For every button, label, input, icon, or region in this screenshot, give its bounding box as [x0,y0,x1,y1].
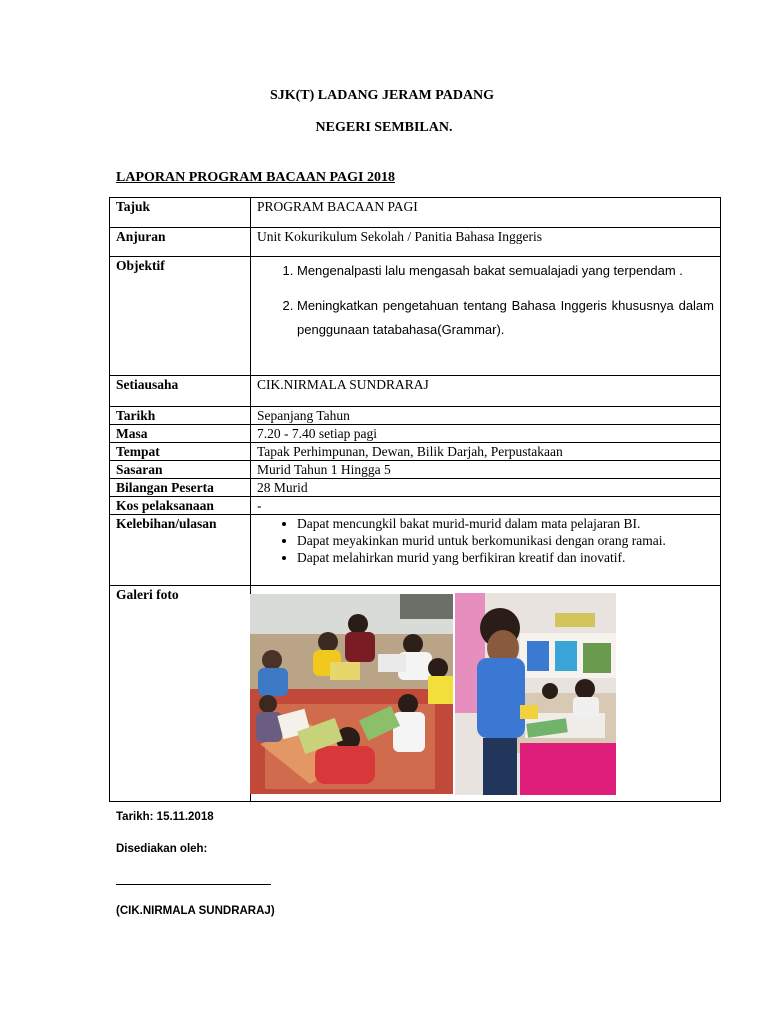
photo-girl-reading-classroom [455,593,616,795]
label-kelebihan: Kelebihan/ulasan [110,515,251,586]
row-objektif [110,257,721,376]
value-masa: 7.20 - 7.40 setiap pagi [251,425,721,443]
row-setiausaha [110,376,721,407]
photo-students-reading-floor [250,594,453,794]
label-objektif: Objektif [110,257,251,376]
state-name: NEGERI SEMBILAN. [315,120,453,135]
benefit-list [257,515,714,566]
footer-date: Tarikh: 15.11.2018 [116,811,214,823]
benefit-item: • Dapat melahirkan murid yang berfikiran kreatif dan inovatif. [297,549,714,566]
row-kos [110,497,721,515]
label-tempat: Tempat [110,443,251,461]
row-masa [110,425,721,443]
objective-item: 2. Meningkatkan pengetahuan tentang Bahasa Inggeris khususnya dalam penggunaan tatabahasa(Grammar). [297,294,714,342]
signature-line [116,884,271,885]
row-bilangan [110,479,721,497]
row-kelebihan [110,515,721,586]
label-bilangan: Bilangan Peserta [110,479,251,497]
label-setiausaha: Setiausaha [110,376,251,407]
label-tarikh: Tarikh [110,407,251,425]
value-setiausaha: CIK.NIRMALA SUNDRARAJ [251,376,721,407]
benefit-item: • Dapat mencungkil bakat murid-murid dalam mata pelajaran BI. [297,515,714,532]
label-masa: Masa [110,425,251,443]
label-sasaran: Sasaran [110,461,251,479]
value-kelebihan [251,515,721,586]
prepared-by-label: Disediakan oleh: [116,843,208,855]
row-anjuran [110,228,721,257]
report-title: LAPORAN PROGRAM BACAAN PAGI 2018 [116,170,395,185]
objective-item: 1. Mengenalpasti lalu mengasah bakat semualajadi yang terpendam . [297,259,714,283]
benefit-item: • Dapat meyakinkan murid untuk berkomunikasi dengan orang ramai. [297,532,714,549]
signatory-name: (CIK.NIRMALA SUNDRARAJ) [116,905,275,917]
value-anjuran: Unit Kokurikulum Sekolah / Panitia Bahasa Inggeris [251,228,721,257]
row-tempat [110,443,721,461]
value-tarikh: Sepanjang Tahun [251,407,721,425]
value-tajuk: PROGRAM BACAAN PAGI [251,198,721,228]
label-anjuran: Anjuran [110,228,251,257]
row-tajuk [110,198,721,228]
row-sasaran [110,461,721,479]
school-name: SJK(T) LADANG JERAM PADANG [269,88,495,103]
label-galeri: Galeri foto [110,586,251,802]
value-tempat: Tapak Perhimpunan, Dewan, Bilik Darjah, Perpustakaan [251,443,721,461]
value-kos: - [251,497,721,515]
value-bilangan: 28 Murid [251,479,721,497]
label-kos: Kos pelaksanaan [110,497,251,515]
value-sasaran: Murid Tahun 1 Hingga 5 [251,461,721,479]
row-tarikh [110,407,721,425]
value-objektif [251,257,721,376]
label-tajuk: Tajuk [110,198,251,228]
objective-list [257,259,714,342]
